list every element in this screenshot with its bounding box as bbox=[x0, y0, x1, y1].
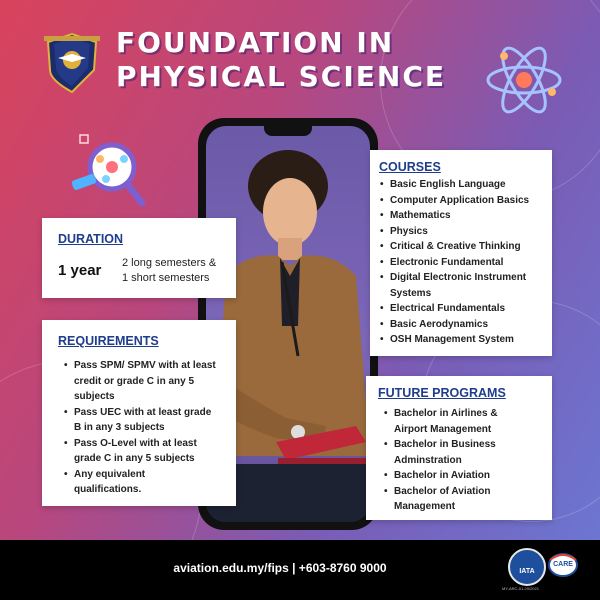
course-item bbox=[380, 301, 548, 317]
course-line: • Basic Aerodynamics bbox=[390, 318, 489, 330]
future-programs-card bbox=[366, 376, 552, 520]
courses-heading: COURSES bbox=[379, 160, 441, 174]
requirement-line: B in any 3 subjects bbox=[74, 422, 165, 433]
course-item bbox=[380, 193, 548, 209]
title-line-1: FOUNDATION IN bbox=[116, 26, 395, 59]
courses-card bbox=[370, 150, 552, 356]
course-line: • Computer Application Basics bbox=[390, 194, 530, 206]
phone-notch bbox=[264, 126, 312, 136]
course-line: • Mathematics bbox=[390, 210, 451, 221]
program-line: Airport Management bbox=[394, 423, 492, 435]
program-item bbox=[384, 468, 548, 484]
care-logo-label: CARE bbox=[553, 561, 573, 568]
science-magnifier-icon bbox=[70, 125, 150, 215]
course-item bbox=[380, 177, 548, 193]
requirement-line: credit or grade C in any 5 bbox=[74, 375, 195, 387]
requirement-line: • Pass UEC with at least grade bbox=[74, 406, 212, 418]
course-line: Systems bbox=[390, 287, 432, 299]
requirement-line: • Pass SPM/ SPMV with at least bbox=[74, 360, 216, 371]
requirement-line: grade C in any 5 subjects bbox=[74, 453, 195, 464]
course-line: • OSH Management System bbox=[390, 334, 514, 345]
requirement-line: • Pass O-Level with at least bbox=[74, 437, 197, 449]
course-item bbox=[380, 255, 548, 271]
course-item bbox=[380, 317, 548, 333]
future-programs-heading: FUTURE PROGRAMS bbox=[378, 386, 506, 400]
program-item bbox=[384, 406, 548, 437]
requirement-item bbox=[64, 405, 230, 436]
requirement-line: subjects bbox=[74, 391, 115, 402]
program-line: • Bachelor in Business bbox=[394, 439, 496, 450]
requirement-item bbox=[64, 436, 230, 467]
program-line: • Bachelor in Aviation bbox=[394, 470, 490, 481]
university-crest-icon bbox=[44, 30, 100, 94]
iata-logo-icon bbox=[508, 548, 546, 586]
course-line: • Physics bbox=[390, 225, 428, 237]
courses-list bbox=[380, 177, 548, 348]
atom-icon bbox=[484, 40, 564, 120]
requirement-line: • Any equivalent bbox=[74, 468, 146, 480]
course-line: • Critical & Creative Thinking bbox=[390, 241, 521, 252]
iata-logo-label: IATA bbox=[519, 568, 535, 575]
requirement-line: qualifications. bbox=[74, 484, 142, 495]
accreditation-code: MY-ARC-01-29/2021 bbox=[502, 586, 539, 591]
duration-detail-line-1: 2 long semesters & bbox=[122, 257, 217, 269]
program-line: Management bbox=[394, 501, 456, 512]
course-line: • Basic English Language bbox=[390, 179, 506, 190]
duration-heading: DURATION bbox=[58, 232, 124, 246]
duration-card bbox=[42, 218, 236, 298]
page-title bbox=[116, 26, 446, 94]
care-logo-icon bbox=[548, 552, 578, 578]
duration-detail-line-2: 1 short semesters bbox=[122, 272, 210, 284]
future-programs-list bbox=[384, 406, 548, 515]
title-line-2: PHYSICAL SCIENCE bbox=[116, 60, 446, 93]
program-line: Adminstration bbox=[394, 454, 462, 466]
requirements-heading: REQUIREMENTS bbox=[58, 334, 159, 348]
requirement-item bbox=[64, 358, 230, 405]
course-item bbox=[380, 208, 548, 224]
program-item bbox=[384, 437, 548, 468]
program-item bbox=[384, 484, 548, 515]
requirement-item bbox=[64, 467, 230, 498]
footer-contact-text: aviation.edu.my/fips | +603-8760 9000 bbox=[173, 561, 387, 575]
requirements-list bbox=[64, 358, 230, 498]
requirements-card bbox=[42, 320, 236, 506]
course-item bbox=[380, 224, 548, 240]
course-item bbox=[380, 332, 548, 348]
course-item bbox=[380, 239, 548, 255]
course-line: • Electrical Fundamentals bbox=[390, 303, 506, 314]
course-line: • Electronic Fundamental bbox=[390, 256, 504, 268]
course-line: • Digital Electronic Instrument bbox=[390, 272, 527, 283]
program-line: • Bachelor in Airlines & bbox=[394, 408, 498, 419]
duration-value: 1 year bbox=[58, 262, 102, 279]
duration-detail bbox=[122, 256, 216, 286]
course-item bbox=[380, 270, 548, 301]
program-line: • Bachelor of Aviation bbox=[394, 485, 491, 497]
